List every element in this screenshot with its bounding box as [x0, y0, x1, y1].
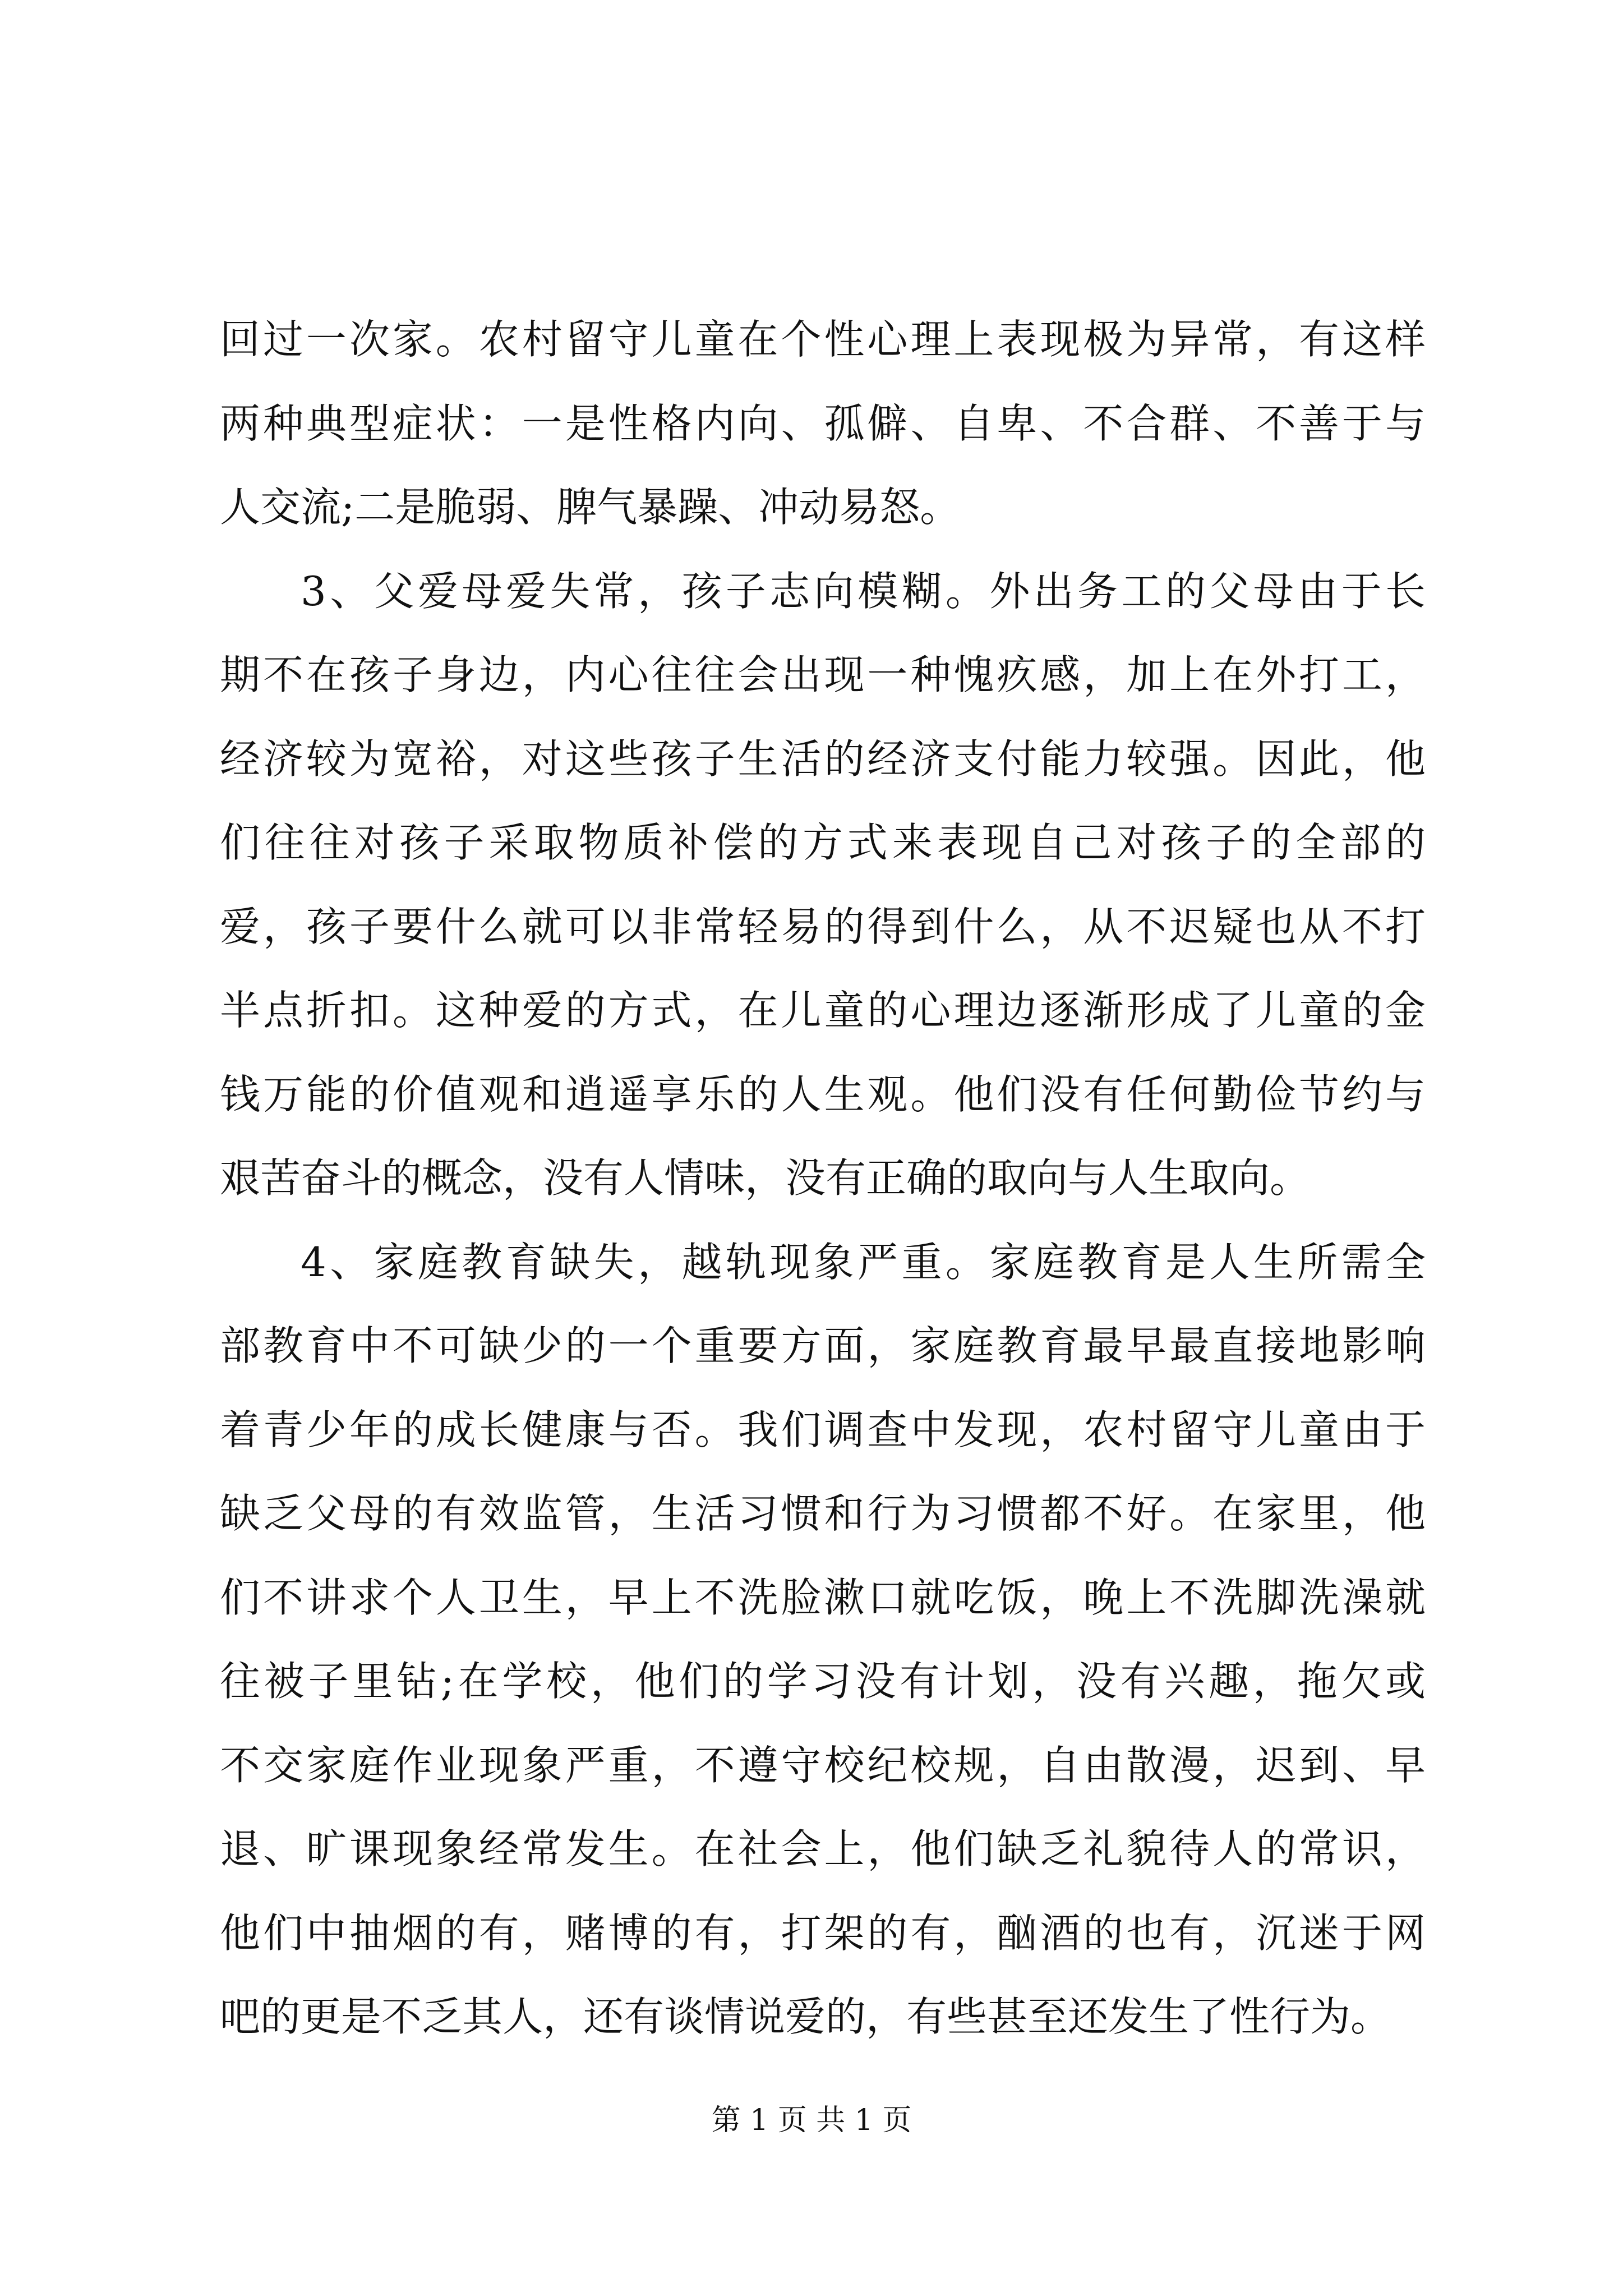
body-line: 吧的更是不乏其人，还有谈情说爱的，有些甚至还发生了性行为。 [220, 1993, 1391, 2040]
body-line: 半点折扣。这种爱的方式，在儿童的心理边逐渐形成了儿童的金 [220, 987, 1426, 1034]
body-line: 钱万能的价值观和逍遥享乐的人生观。他们没有任何勤俭节约与 [220, 1071, 1426, 1118]
body-line: 艰苦奋斗的概念，没有人情味，没有正确的取向与人生取向。 [220, 1154, 1311, 1202]
body-line: 们往往对孩子采取物质补偿的方式来表现自己对孩子的全部的 [220, 819, 1426, 866]
paragraph-first-line: 3、父爱母爱失常，孩子志向模糊。外出务工的父母由于长 [301, 568, 1426, 615]
body-line: 们不讲求个人卫生，早上不洗脸漱口就吃饭，晚上不洗脚洗澡就 [220, 1574, 1426, 1621]
body-line: 往被子里钻;在学校，他们的学习没有计划，没有兴趣，拖欠或 [220, 1658, 1426, 1705]
page-number-footer: 第 1 页 共 1 页 [711, 2104, 912, 2137]
body-line: 不交家庭作业现象严重，不遵守校纪校规，自由散漫，迟到、早 [220, 1742, 1426, 1789]
body-line: 他们中抽烟的有，赌博的有，打架的有，酗酒的也有，沉迷于网 [220, 1910, 1426, 1957]
body-line: 两种典型症状：一是性格内向、孤僻、自卑、不合群、不善于与 [220, 400, 1426, 447]
body-line: 部教育中不可缺少的一个重要方面，家庭教育最早最直接地影响 [220, 1322, 1426, 1369]
body-line: 爱，孩子要什么就可以非常轻易的得到什么，从不迟疑也从不打 [220, 903, 1426, 950]
body-line: 回过一次家。农村留守儿童在个性心理上表现极为异常，有这样 [220, 316, 1426, 363]
body-line: 期不在孩子身边，内心往往会出现一种愧疚感，加上在外打工， [220, 651, 1426, 698]
paragraph-first-line: 4、家庭教育缺失，越轨现象严重。家庭教育是人生所需全 [301, 1239, 1426, 1286]
body-line: 着青少年的成长健康与否。我们调查中发现，农村留守儿童由于 [220, 1406, 1426, 1453]
body-line: 缺乏父母的有效监管，生活习惯和行为习惯都不好。在家里，他 [220, 1490, 1426, 1537]
body-line: 退、旷课现象经常发生。在社会上，他们缺乏礼貌待人的常识， [220, 1825, 1426, 1872]
body-line: 经济较为宽裕，对这些孩子生活的经济支付能力较强。因此，他 [220, 735, 1426, 783]
body-line: 人交流;二是脆弱、脾气暴躁、冲动易怒。 [220, 484, 961, 531]
